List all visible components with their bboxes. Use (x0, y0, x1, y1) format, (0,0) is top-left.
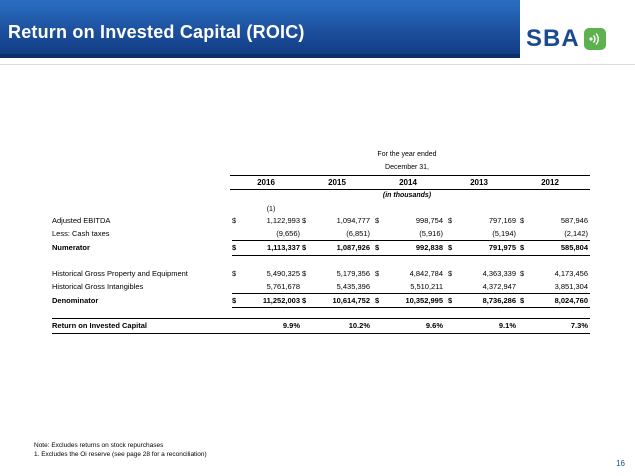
cell-value: 5,490,325 (266, 269, 300, 278)
year-header: 2014 (399, 178, 417, 187)
cell-value: 5,761,678 (266, 282, 300, 291)
currency-sign: $ (375, 243, 380, 252)
page-title: Return on Invested Capital (ROIC) (8, 22, 305, 42)
cell-value: 1,122,993 (266, 216, 300, 225)
currency-sign: $ (448, 216, 453, 225)
total-rule (232, 307, 590, 308)
table-row (52, 243, 590, 255)
cell-value: 1,113,337 (267, 243, 300, 252)
cell-value: (9,656) (276, 229, 300, 238)
currency-sign: $ (302, 216, 307, 225)
page-number: 16 (616, 459, 625, 468)
year-header: 2013 (470, 178, 488, 187)
table-row (52, 269, 590, 281)
cell-value: 8,736,286 (482, 296, 516, 305)
currency-sign: $ (520, 216, 525, 225)
cell-value: 10,614,752 (332, 296, 370, 305)
currency-sign: $ (520, 243, 525, 252)
caption-rule (230, 175, 590, 176)
caption-line-1: For the year ended (377, 151, 437, 158)
footer-footnote: 1. Excludes the Oi reserve (see page 28 for a reconciliation) (34, 451, 207, 458)
cell-value: 4,363,339 (482, 269, 516, 278)
cell-value: (5,916) (419, 229, 443, 238)
cell-value: 1,094,777 (336, 216, 370, 225)
currency-sign: $ (302, 243, 307, 252)
signal-icon (584, 28, 606, 50)
cell-value: 10,352,995 (405, 296, 443, 305)
year-header: 2016 (257, 178, 275, 187)
roic-top-rule (52, 318, 590, 319)
cell-value: 8,024,760 (554, 296, 588, 305)
row-label: Adjusted EBITDA (52, 216, 111, 225)
row-label: Numerator (52, 243, 90, 252)
currency-sign: $ (448, 269, 453, 278)
cell-value: 9.9% (282, 321, 300, 330)
cell-value: 4,173,456 (554, 269, 588, 278)
cell-value: 4,372,947 (482, 282, 516, 291)
cell-value: 5,510,211 (410, 282, 443, 291)
sba-logo (526, 24, 628, 54)
currency-sign: $ (375, 296, 380, 305)
cell-value: 3,851,304 (554, 282, 588, 291)
cell-value: 998,754 (415, 216, 443, 225)
currency-sign: $ (520, 269, 525, 278)
header-divider (0, 64, 635, 65)
header-rule (230, 189, 590, 190)
logo-text: SBA (526, 25, 580, 52)
units-label: (in thousands) (382, 192, 432, 199)
cell-value: 4,842,784 (409, 269, 443, 278)
currency-sign: $ (232, 269, 237, 278)
row-label: Denominator (52, 296, 99, 305)
row-label: Less: Cash taxes (52, 229, 110, 238)
currency-sign: $ (375, 269, 380, 278)
total-rule (232, 255, 590, 256)
currency-sign: $ (448, 243, 453, 252)
currency-sign: $ (448, 296, 453, 305)
footer-note: Note: Excludes returns on stock repurchases (34, 442, 164, 449)
cell-value: 9.1% (498, 321, 516, 330)
currency-sign: $ (520, 296, 525, 305)
table-row (52, 216, 590, 228)
currency-sign: $ (302, 269, 307, 278)
cell-value: 797,169 (488, 216, 516, 225)
currency-sign: $ (232, 216, 237, 225)
cell-value: 9.6% (425, 321, 443, 330)
cell-value: 5,435,396 (336, 282, 370, 291)
currency-sign: $ (375, 216, 380, 225)
row-label: Return on Invested Capital (52, 321, 148, 330)
subtotal-rule (232, 240, 590, 241)
cell-value: 585,804 (560, 243, 588, 252)
currency-sign: $ (232, 296, 237, 305)
currency-sign: $ (232, 243, 237, 252)
row-label: Historical Gross Intangibles (52, 282, 144, 291)
footnote-marker: (1) (266, 206, 276, 213)
cell-value: 10.2% (348, 321, 370, 330)
cell-value: 992,838 (415, 243, 443, 252)
year-header: 2015 (328, 178, 346, 187)
cell-value: 791,975 (488, 243, 516, 252)
roic-bottom-rule (52, 333, 590, 334)
cell-value: 587,946 (560, 216, 588, 225)
cell-value: 11,252,003 (262, 296, 300, 305)
table-row (52, 321, 590, 333)
subtotal-rule (232, 293, 590, 294)
cell-value: (6,851) (346, 229, 370, 238)
cell-value: (5,194) (492, 229, 516, 238)
row-label: Historical Gross Property and Equipment (52, 269, 188, 278)
cell-value: 1,087,926 (336, 243, 370, 252)
cell-value: 5,179,356 (336, 269, 370, 278)
currency-sign: $ (302, 296, 307, 305)
cell-value: (2,142) (564, 229, 588, 238)
caption-line-2: December 31, (385, 164, 429, 171)
year-header: 2012 (541, 178, 559, 187)
cell-value: 7.3% (570, 321, 588, 330)
